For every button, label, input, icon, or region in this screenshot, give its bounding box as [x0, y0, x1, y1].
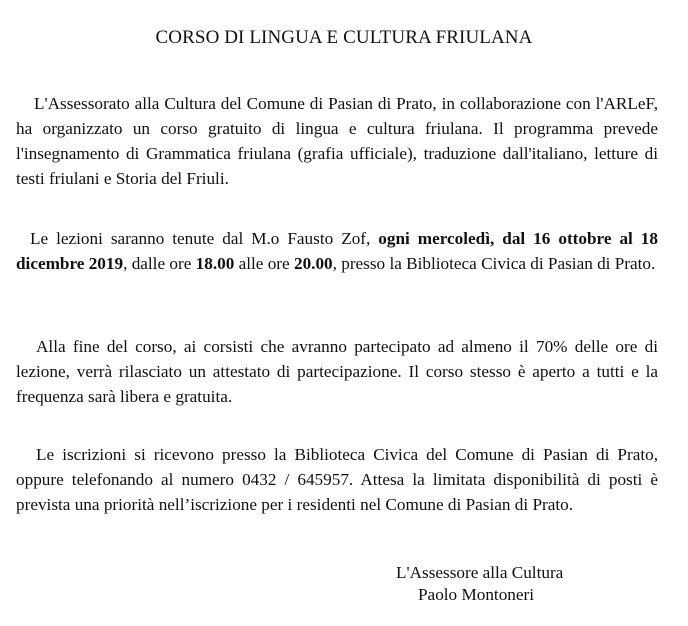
signature-name: Paolo Montoneri [418, 585, 535, 604]
end-time: 20.00 [293, 254, 333, 273]
schedule-dates: ogni mercoledì, dal 16 ottobre al 18 dicembre 2019 [16, 229, 658, 273]
document-title: CORSO DI LINGUA E CULTURA FRIULANA [155, 27, 533, 48]
schedule-text-3: alle ore [234, 254, 294, 273]
enrollment-paragraph: Le iscrizioni si ricevono presso la Biblioteca Civica del Comune di Pasian di Prato, oppure telefonando al numero 0432 / 645957. Attesa la limitata disponibilità di posti è prevista una priorità nell’iscrizione per i residenti nel Comune di Pasian di Prato. [16, 445, 658, 514]
signature-role: L'Assessore alla Cultura [396, 563, 564, 582]
schedule-text-1: Le lezioni saranno tenute dal M.o Fausto Zof, [30, 229, 379, 248]
schedule-text-4: , presso la Biblioteca Civica di Pasian di Prato. [332, 254, 656, 273]
certificate-paragraph: Alla fine del corso, ai corsisti che avranno partecipato ad almeno il 70% delle ore di lezione, verrà rilasciato un attestato di partecipazione. Il corso stesso è aperto a tutti e la frequenza sarà libera e gratuita. [16, 337, 658, 406]
intro-paragraph: L'Assessorato alla Cultura del Comune di Pasian di Prato, in collaborazione con l'ARLeF, ha organizzato un corso gratuito di lingua e cultura friulana. Il programma prevede l'insegnamento di Grammatica friulana (grafia ufficiale), traduzione dall'italiano, letture di testi friulani e Storia del Friuli. [16, 94, 658, 188]
start-time: 18.00 [195, 254, 235, 273]
schedule-text-2: , dalle ore [123, 254, 196, 273]
schedule-paragraph [16, 226, 658, 276]
